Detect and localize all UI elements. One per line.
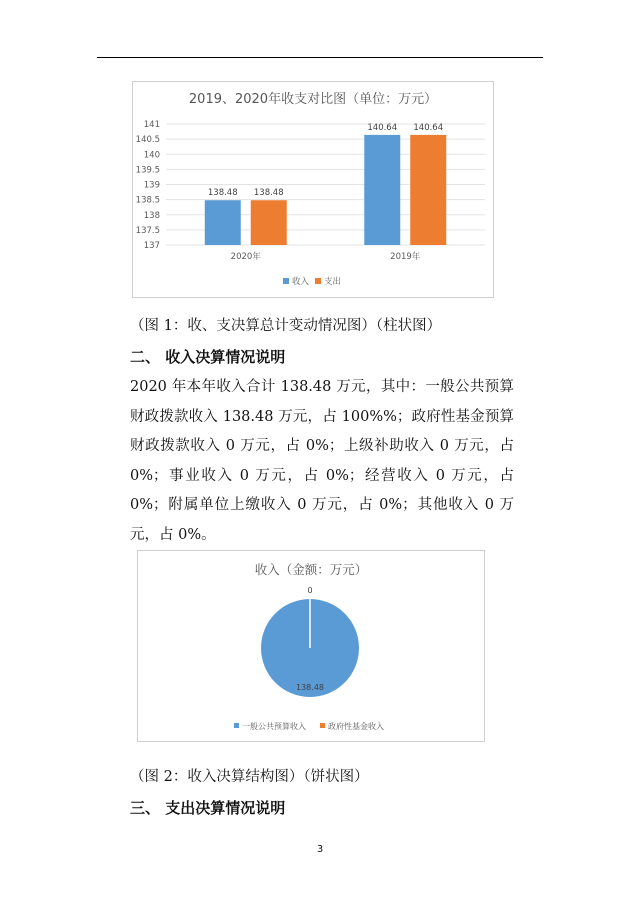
legend-swatch [283, 278, 289, 284]
bar-chart-plot [133, 82, 493, 297]
y-tick-label: 137 [143, 241, 160, 251]
y-tick-label: 137.5 [135, 225, 160, 236]
y-tick-label: 141 [143, 120, 160, 130]
section-heading-expenditure: 三、 支出决算情况说明 [130, 799, 286, 817]
figure1-caption: （图 1：收、支决算总计变动情况图）（柱状图） [130, 318, 442, 334]
pie-data-label: 138.48 [296, 683, 324, 692]
header-rule [97, 57, 543, 58]
y-tick-label: 139.5 [135, 165, 160, 176]
bar-收入 [205, 200, 241, 245]
data-label: 138.48 [253, 188, 284, 199]
data-label: 138.48 [207, 188, 238, 199]
legend-swatch [315, 278, 321, 284]
figure2-caption: （图 2：收入决算结构图）（饼状图） [130, 769, 369, 785]
legend-label: 一般公共预算收入 [242, 722, 306, 731]
legend-label: 支出 [324, 277, 342, 287]
y-tick-label: 140.5 [135, 135, 160, 146]
pie-data-label: 0 [307, 586, 313, 595]
x-tick-label: 2019年 [390, 252, 421, 262]
legend-swatch [234, 723, 239, 728]
legend-swatch [320, 723, 325, 728]
income-paragraph: 2020 年本年收入合计 138.48 万元，其中：一般公共预算财政拨款收入 138.48 万元，占 100%%；政府性基金预算财政拨款收入 0 万元，占 0%；上级补助收入 0 万元，占 0%；事业收入 0 万元，占 0%；经营收入 0 万元，占 0%；附属单位上缴收入 0 万元，占 0%；其他收入 0 万元，占 0%。 [130, 379, 514, 543]
bar-支出 [410, 135, 446, 245]
bar-chart-title: 2019、2020年收支对比图（单位：万元） [188, 92, 438, 107]
legend-label: 政府性基金收入 [328, 722, 384, 731]
y-tick-label: 138 [143, 210, 160, 221]
pie-chart-title: 收入（金额：万元） [254, 562, 368, 577]
y-tick-label: 140 [143, 150, 160, 161]
bar-收入 [364, 135, 400, 245]
legend-label: 收入 [292, 277, 310, 287]
data-label: 140.64 [413, 122, 444, 133]
y-tick-label: 138.5 [135, 195, 160, 206]
bar-支出 [251, 200, 287, 245]
section-heading-income: 二、 收入决算情况说明 [130, 348, 286, 366]
data-label: 140.64 [367, 122, 398, 133]
pie-chart-plot [138, 551, 484, 741]
page-number: 3 [316, 844, 324, 855]
bar-chart [132, 81, 494, 298]
x-tick-label: 2020年 [230, 252, 261, 262]
y-tick-label: 139 [143, 180, 160, 191]
pie-chart [137, 550, 485, 742]
